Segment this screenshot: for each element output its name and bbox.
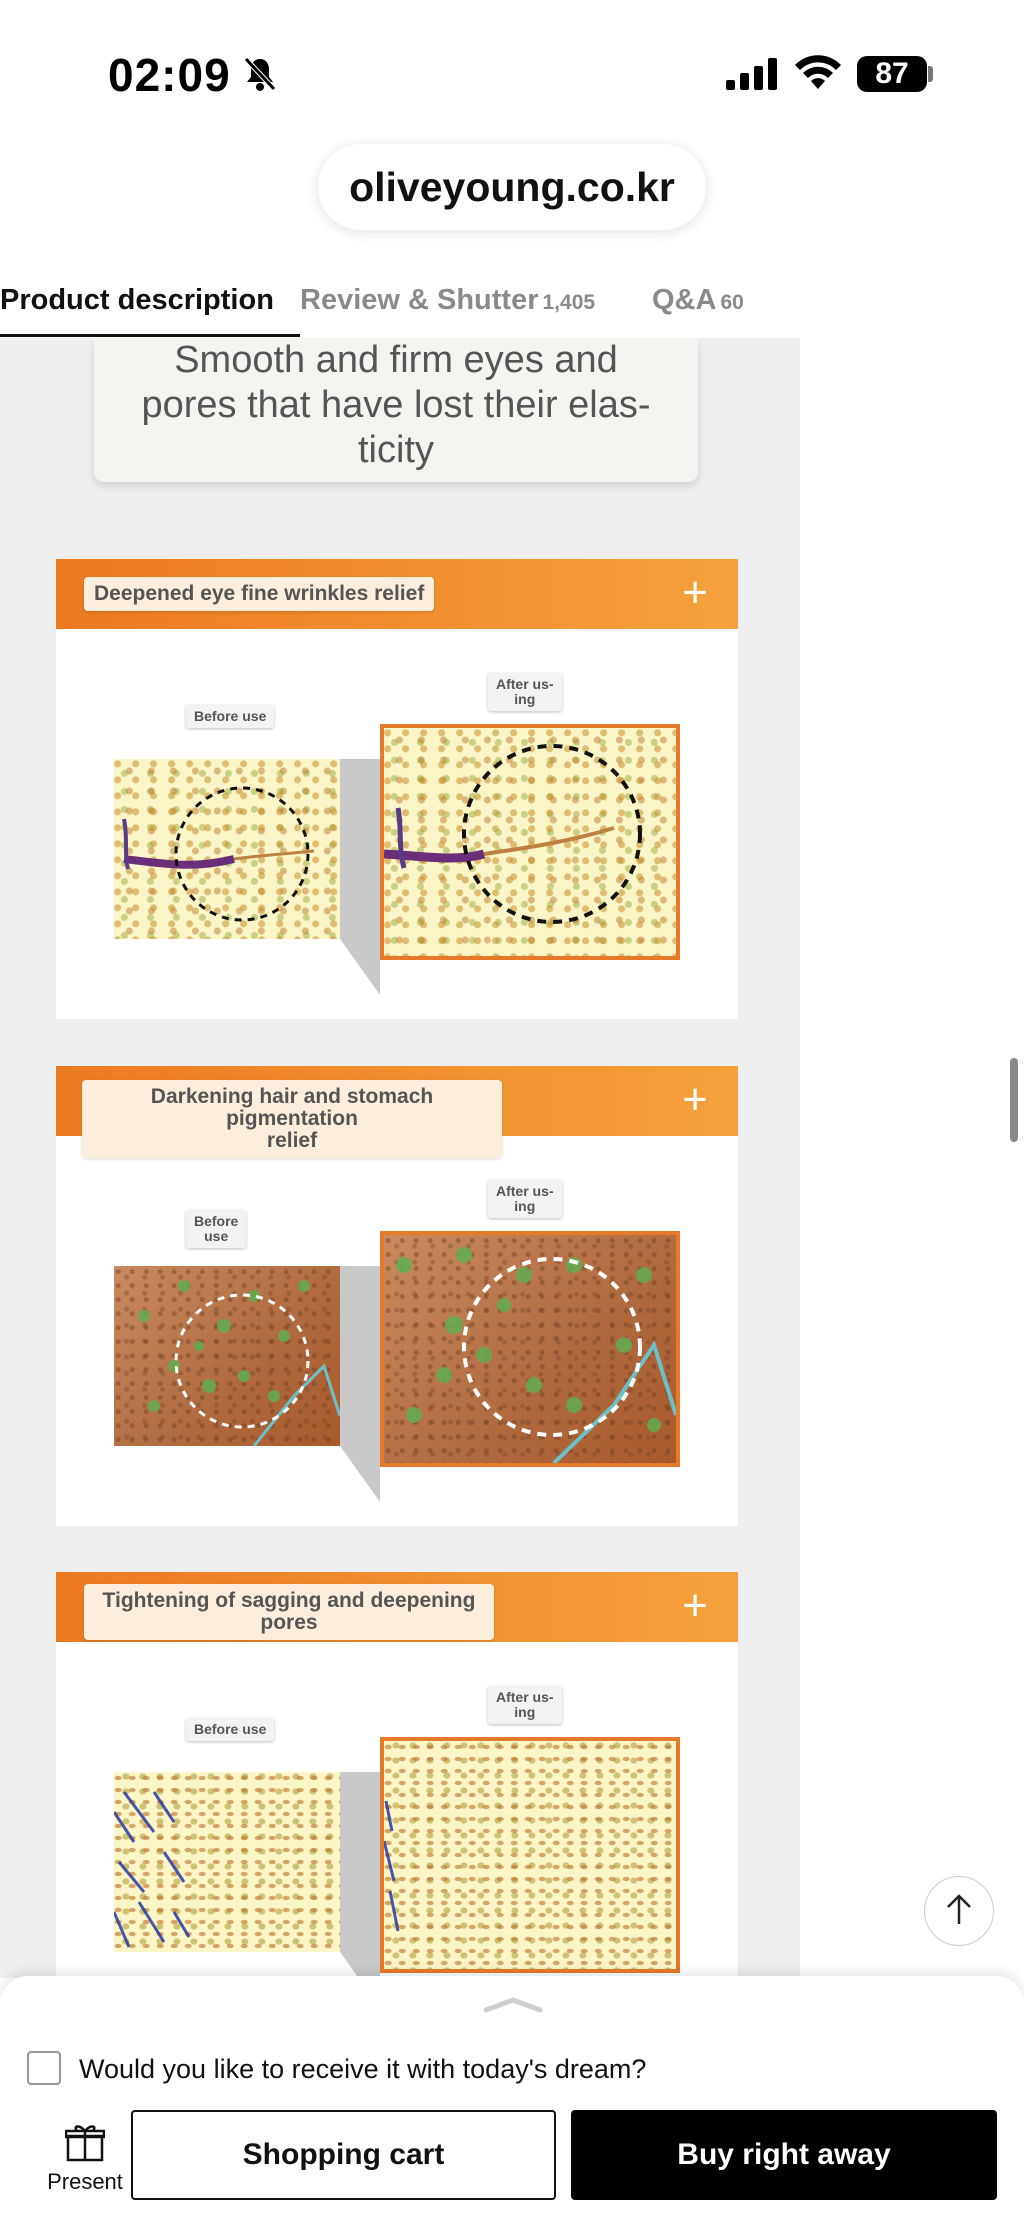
page-scrollbar[interactable] bbox=[1010, 1058, 1018, 1142]
product-description-content bbox=[0, 338, 800, 1978]
tab-review-shutter[interactable] bbox=[300, 284, 595, 317]
tag-line: ing bbox=[514, 1704, 536, 1720]
gift-delivery-label: Would you like to receive it with today's dream? bbox=[79, 2054, 647, 2084]
after-skin-image bbox=[380, 724, 680, 960]
status-bar bbox=[0, 0, 1024, 140]
buy-now-button[interactable]: Buy right away bbox=[571, 2110, 997, 2200]
before-skin-image bbox=[114, 1772, 340, 1952]
description-heading bbox=[94, 338, 698, 482]
status-time: 02:09 bbox=[108, 49, 231, 101]
chevron-up-icon[interactable] bbox=[482, 1996, 544, 2019]
tag-line: ing bbox=[514, 691, 536, 707]
before-skin-image bbox=[114, 1266, 340, 1446]
section-header[interactable] bbox=[56, 1572, 738, 1642]
zoom-wedge bbox=[340, 1266, 380, 1502]
heading-line: Smooth and firm eyes and bbox=[174, 339, 618, 381]
tag-line: After us- bbox=[496, 1689, 554, 1705]
battery-level: 87 bbox=[857, 56, 927, 92]
tag-line: Before bbox=[194, 1213, 239, 1229]
section-title bbox=[82, 1080, 502, 1158]
before-skin-image bbox=[114, 759, 340, 939]
muted-bell-icon bbox=[242, 55, 278, 98]
present-button[interactable] bbox=[40, 2122, 130, 2195]
cellular-signal-icon bbox=[726, 58, 778, 95]
expand-plus-icon[interactable]: + bbox=[682, 1075, 708, 1124]
tab-label: Review & Shutter bbox=[300, 284, 539, 316]
product-tabs bbox=[0, 268, 800, 338]
expand-plus-icon[interactable]: + bbox=[682, 1581, 708, 1630]
url-bar[interactable]: oliveyoung.co.kr bbox=[318, 144, 706, 230]
feature-section-pigmentation bbox=[56, 1066, 738, 1526]
title-line: pores bbox=[260, 1611, 318, 1634]
tab-product-description[interactable] bbox=[0, 284, 274, 317]
tab-label: Product description bbox=[0, 284, 274, 316]
arrow-up-icon bbox=[944, 1892, 974, 1931]
feature-section-pores bbox=[56, 1572, 738, 1978]
after-using-tag bbox=[488, 1180, 562, 1218]
purchase-bottom-sheet bbox=[0, 1976, 1024, 2224]
zoom-wedge bbox=[340, 1772, 380, 1978]
section-title bbox=[84, 1584, 494, 1640]
tab-count: 60 bbox=[720, 291, 744, 314]
gift-icon bbox=[65, 2149, 105, 2166]
title-line: Tightening of sagging and deepening bbox=[102, 1589, 476, 1612]
present-label: Present bbox=[47, 2169, 123, 2194]
heading-line: pores that have lost their elas- bbox=[141, 384, 651, 426]
section-header[interactable] bbox=[56, 1066, 738, 1152]
wifi-icon bbox=[795, 55, 841, 96]
after-skin-image bbox=[380, 1231, 680, 1467]
after-using-tag bbox=[488, 1686, 562, 1724]
gift-delivery-checkbox[interactable] bbox=[27, 2051, 61, 2085]
section-header[interactable] bbox=[56, 559, 738, 629]
before-use-tag bbox=[186, 1210, 246, 1248]
scroll-to-top-button[interactable] bbox=[924, 1876, 994, 1946]
expand-plus-icon[interactable]: + bbox=[682, 568, 708, 617]
section-title: Deepened eye fine wrinkles relief bbox=[84, 577, 434, 611]
tab-qa[interactable] bbox=[652, 284, 744, 317]
zoom-wedge bbox=[340, 759, 380, 995]
title-line: Darkening hair and stomach pigmentation bbox=[150, 1085, 434, 1130]
after-using-tag bbox=[488, 673, 562, 711]
tag-line: After us- bbox=[496, 676, 554, 692]
title-line: relief bbox=[266, 1129, 318, 1152]
tab-label: Q&A bbox=[652, 284, 717, 316]
tag-line: use bbox=[204, 1228, 229, 1244]
before-use-tag: Before use bbox=[186, 705, 274, 728]
shopping-cart-button[interactable]: Shopping cart bbox=[131, 2110, 556, 2200]
heading-line: ticity bbox=[358, 429, 434, 471]
feature-section-eye-wrinkles bbox=[56, 559, 738, 1019]
tag-line: ing bbox=[514, 1198, 536, 1214]
tab-count: 1,405 bbox=[542, 291, 596, 314]
tag-line: After us- bbox=[496, 1183, 554, 1199]
after-skin-image bbox=[380, 1737, 680, 1973]
battery-tip bbox=[928, 66, 933, 82]
before-use-tag: Before use bbox=[186, 1718, 274, 1741]
active-tab-indicator bbox=[0, 334, 300, 337]
